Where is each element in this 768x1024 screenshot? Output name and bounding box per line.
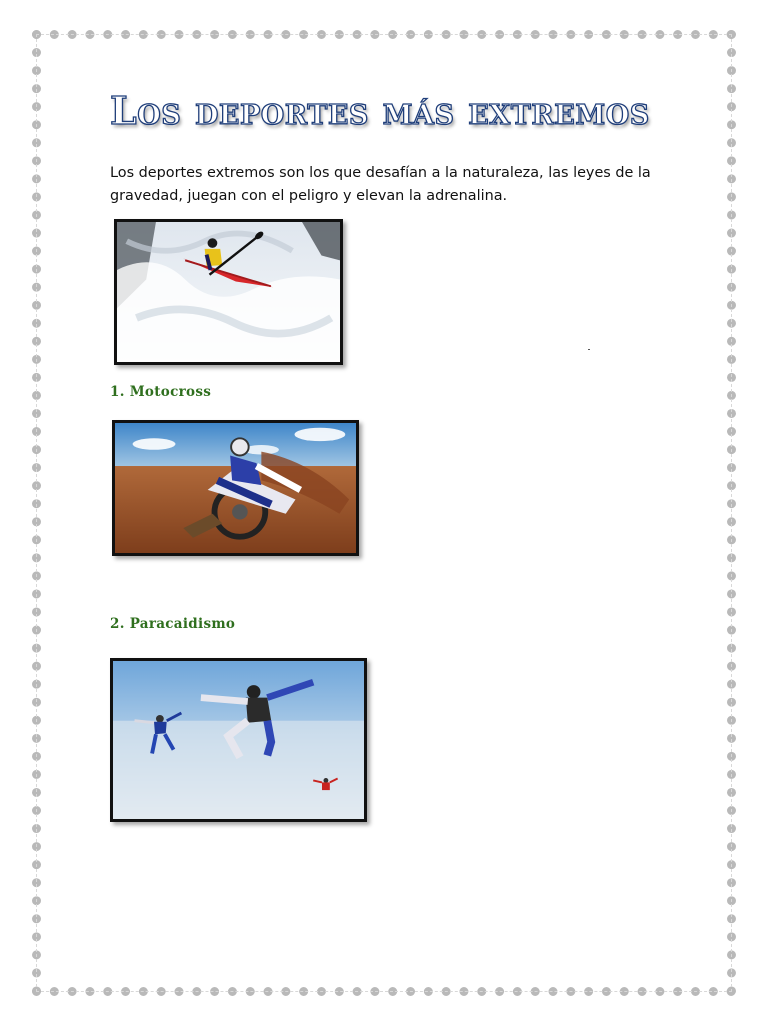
motocross-image xyxy=(115,423,356,553)
section-heading-motocross: 1. Motocross xyxy=(110,384,212,400)
intro-paragraph: Los deportes extremos son los que desafían a la naturaleza, las leyes de la gravedad, juegan con el peligro y elevan la adrenalina. xyxy=(110,165,651,204)
kayak-image xyxy=(117,222,340,362)
kayak-photo xyxy=(114,219,343,365)
motocross-photo xyxy=(112,420,359,556)
document-title: Los deportes más extremos xyxy=(110,88,650,133)
skydiving-photo xyxy=(110,658,367,822)
stray-mark xyxy=(588,349,590,350)
section-heading-paracaidismo: 2. Paracaidismo xyxy=(110,616,236,632)
skydiving-image xyxy=(113,661,364,819)
